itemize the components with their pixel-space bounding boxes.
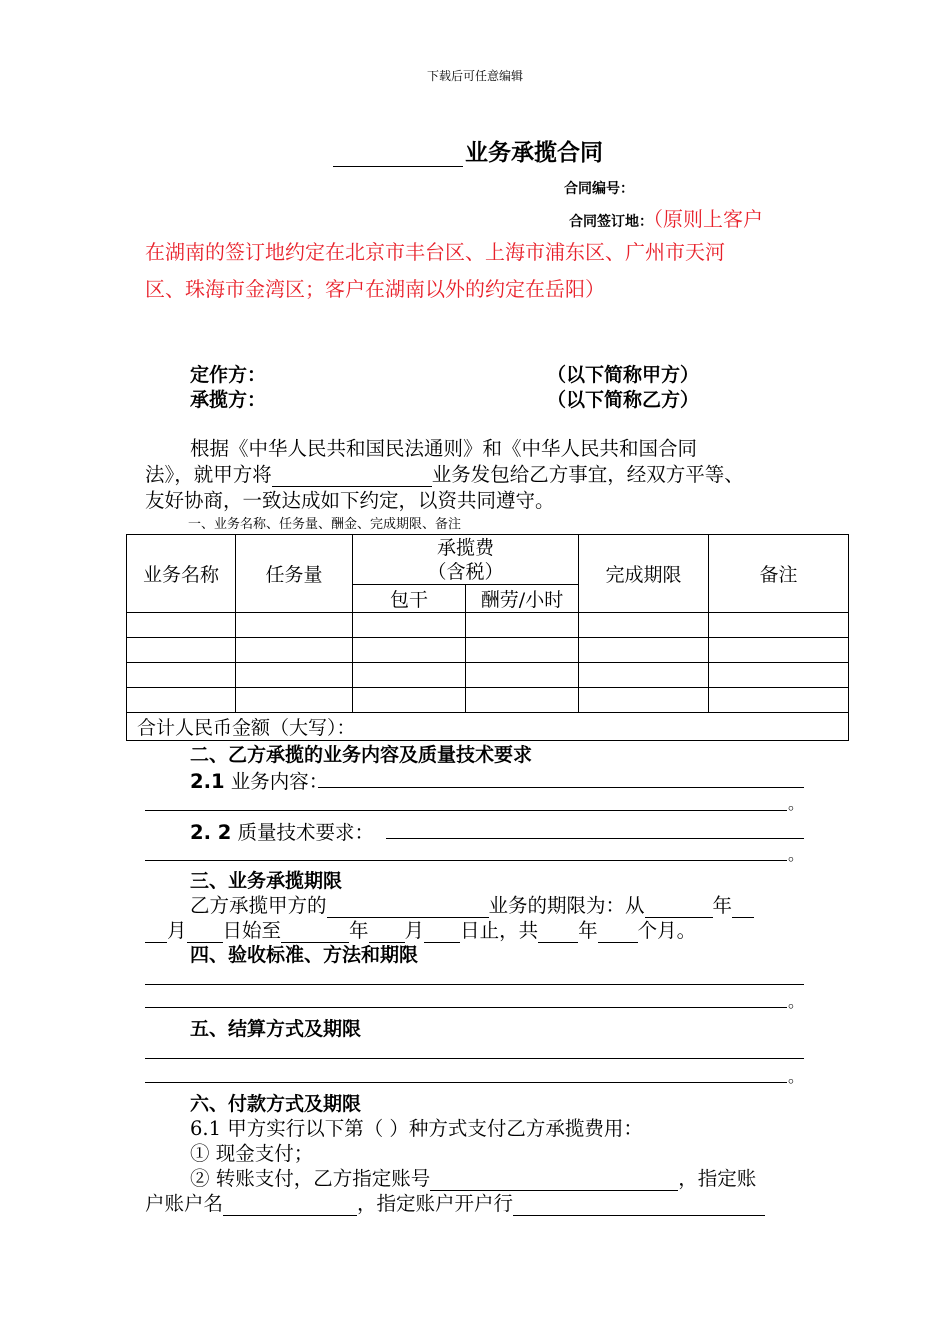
quality-line[interactable]	[386, 838, 804, 839]
intro-line-1: 根据《中华人民共和国民法通则》和《中华人民共和国合同	[190, 437, 698, 460]
intro-line-3: 友好协商，一致达成如下约定，以资共同遵守。	[145, 489, 555, 512]
table-cell[interactable]	[127, 688, 236, 713]
total-years-blank[interactable]	[538, 922, 578, 943]
header-fee-hour: 酬劳/小时	[466, 585, 579, 613]
header-fee	[353, 535, 579, 585]
settlement-line-2[interactable]	[145, 1082, 787, 1083]
header-remark: 备注	[709, 535, 849, 613]
option-transfer	[190, 1163, 756, 1191]
item-2-1-text: 业务内容：	[230, 770, 329, 793]
table-cell[interactable]	[466, 688, 579, 713]
header-fee-lump: 包干	[353, 585, 466, 613]
term-text: 个月。	[637, 919, 697, 942]
acceptance-line-2[interactable]	[145, 1007, 787, 1008]
term-text: 乙方承揽甲方的	[190, 894, 327, 917]
term-text: 年	[349, 919, 369, 942]
intro-line-2a: 法》，就甲方将	[145, 463, 272, 486]
table-cell[interactable]	[709, 688, 849, 713]
end-mark: 。	[788, 1067, 805, 1086]
party-b-alias: （以下简称乙方）	[547, 389, 700, 411]
item-2-2-text: 质量技术要求：	[237, 821, 375, 844]
table-cell[interactable]	[127, 663, 236, 688]
table-cell[interactable]	[236, 688, 353, 713]
section-5-heading: 五、结算方式及期限	[190, 1018, 362, 1040]
sign-place-row	[569, 203, 763, 232]
sign-place-note-1: （原则上客户	[653, 207, 763, 231]
business-content-line[interactable]	[318, 787, 804, 788]
term-text: 日止，共	[460, 919, 539, 942]
item-2-1-num: 2.1	[190, 770, 225, 793]
term-text: 业务的期限为：从	[488, 894, 645, 917]
end-mark: 。	[788, 794, 805, 813]
title-text: 业务承揽合同	[465, 140, 603, 166]
quality-line-2[interactable]	[145, 860, 787, 861]
option-cash: ① 现金支付；	[190, 1142, 314, 1165]
table-cell[interactable]	[236, 613, 353, 638]
term-text: 日始至	[222, 919, 282, 942]
term-text: 年	[578, 919, 598, 942]
intro-line-2	[145, 459, 744, 487]
section-3-heading: 三、业务承揽期限	[190, 870, 343, 892]
total-amount-cell[interactable]: 合计人民币金额（大写）：	[127, 713, 849, 741]
end-day-blank[interactable]	[424, 922, 460, 943]
section-4-heading: 四、验收标准、方法和期限	[190, 944, 419, 966]
acceptance-line[interactable]	[145, 984, 804, 985]
sign-place-note-3: 区、珠海市金湾区；客户在湖南以外的约定在岳阳）	[145, 277, 605, 301]
transfer-text: ② 转账支付，乙方指定账号	[190, 1167, 431, 1190]
table-cell[interactable]	[127, 613, 236, 638]
account-name-label: 户账户名	[145, 1192, 224, 1215]
term-line-2	[145, 915, 696, 943]
start-month-blank-cont[interactable]	[145, 922, 167, 943]
term-text: 年	[712, 894, 733, 917]
table-cell[interactable]	[353, 688, 466, 713]
table-cell[interactable]	[236, 638, 353, 663]
item-2-1-label	[190, 766, 328, 794]
total-months-blank[interactable]	[598, 922, 638, 943]
table-cell[interactable]	[353, 663, 466, 688]
table-cell[interactable]	[353, 638, 466, 663]
table-cell[interactable]	[127, 638, 236, 663]
sign-place-label: 合同签订地：	[569, 214, 653, 230]
table-cell[interactable]	[236, 663, 353, 688]
party-a-label: 定作方：	[190, 364, 267, 386]
bank-blank[interactable]	[513, 1195, 765, 1216]
party-a-alias: （以下简称甲方）	[547, 364, 700, 386]
bank-label: ，指定账户开户行	[357, 1192, 514, 1215]
table-cell[interactable]	[709, 663, 849, 688]
account-name-blank[interactable]	[223, 1195, 357, 1216]
account-line	[145, 1188, 765, 1216]
table-row	[127, 638, 849, 663]
header-business-name: 业务名称	[127, 535, 236, 613]
start-month-blank[interactable]	[732, 897, 754, 918]
intro-line-2b: 业务发包给乙方事宜，经双方平等、	[431, 463, 744, 486]
contract-title	[333, 134, 603, 167]
party-b-label: 承揽方：	[190, 389, 267, 411]
item-2-2-label	[190, 817, 374, 845]
table-cell[interactable]	[579, 663, 709, 688]
table-row	[127, 613, 849, 638]
header-fee-tax: （含税）	[427, 560, 504, 583]
item-6-1: 6.1 甲方实行以下第（ ）种方式支付乙方承揽费用：	[190, 1117, 643, 1140]
table-cell[interactable]	[466, 638, 579, 663]
transfer-text: ，指定账	[678, 1167, 757, 1190]
section-6-heading: 六、付款方式及期限	[190, 1093, 362, 1115]
table-cell[interactable]	[579, 638, 709, 663]
business-blank[interactable]	[272, 466, 432, 487]
header-quantity: 任务量	[236, 535, 353, 613]
sign-place-note-2: 在湖南的签订地约定在北京市丰台区、上海市浦东区、广州市天河	[145, 240, 725, 264]
section-1-heading: 一、业务名称、任务量、酬金、完成期限、备注	[188, 517, 462, 532]
table-row	[127, 663, 849, 688]
table-cell[interactable]	[579, 688, 709, 713]
business-table	[126, 534, 849, 741]
header-note: 下载后可任意编辑	[426, 69, 523, 83]
table-cell[interactable]	[709, 613, 849, 638]
table-cell[interactable]	[709, 638, 849, 663]
table-row	[127, 688, 849, 713]
table-cell[interactable]	[353, 613, 466, 638]
end-mark: 。	[788, 992, 805, 1011]
term-text: 月	[167, 919, 187, 942]
settlement-line[interactable]	[145, 1058, 804, 1059]
table-cell[interactable]	[466, 613, 579, 638]
table-cell[interactable]	[466, 663, 579, 688]
business-content-line-2[interactable]	[145, 810, 787, 811]
end-mark: 。	[788, 845, 805, 864]
item-2-2-num: 2. 2	[190, 821, 232, 844]
term-line-1	[190, 890, 754, 918]
table-cell[interactable]	[579, 613, 709, 638]
term-text: 月	[404, 919, 425, 942]
header-deadline: 完成期限	[579, 535, 709, 613]
title-blank[interactable]	[333, 144, 463, 167]
section-2-heading: 二、乙方承揽的业务内容及质量技术要求	[190, 744, 533, 766]
contract-number-label: 合同编号：	[564, 181, 634, 197]
header-fee-title: 承揽费	[436, 536, 494, 559]
